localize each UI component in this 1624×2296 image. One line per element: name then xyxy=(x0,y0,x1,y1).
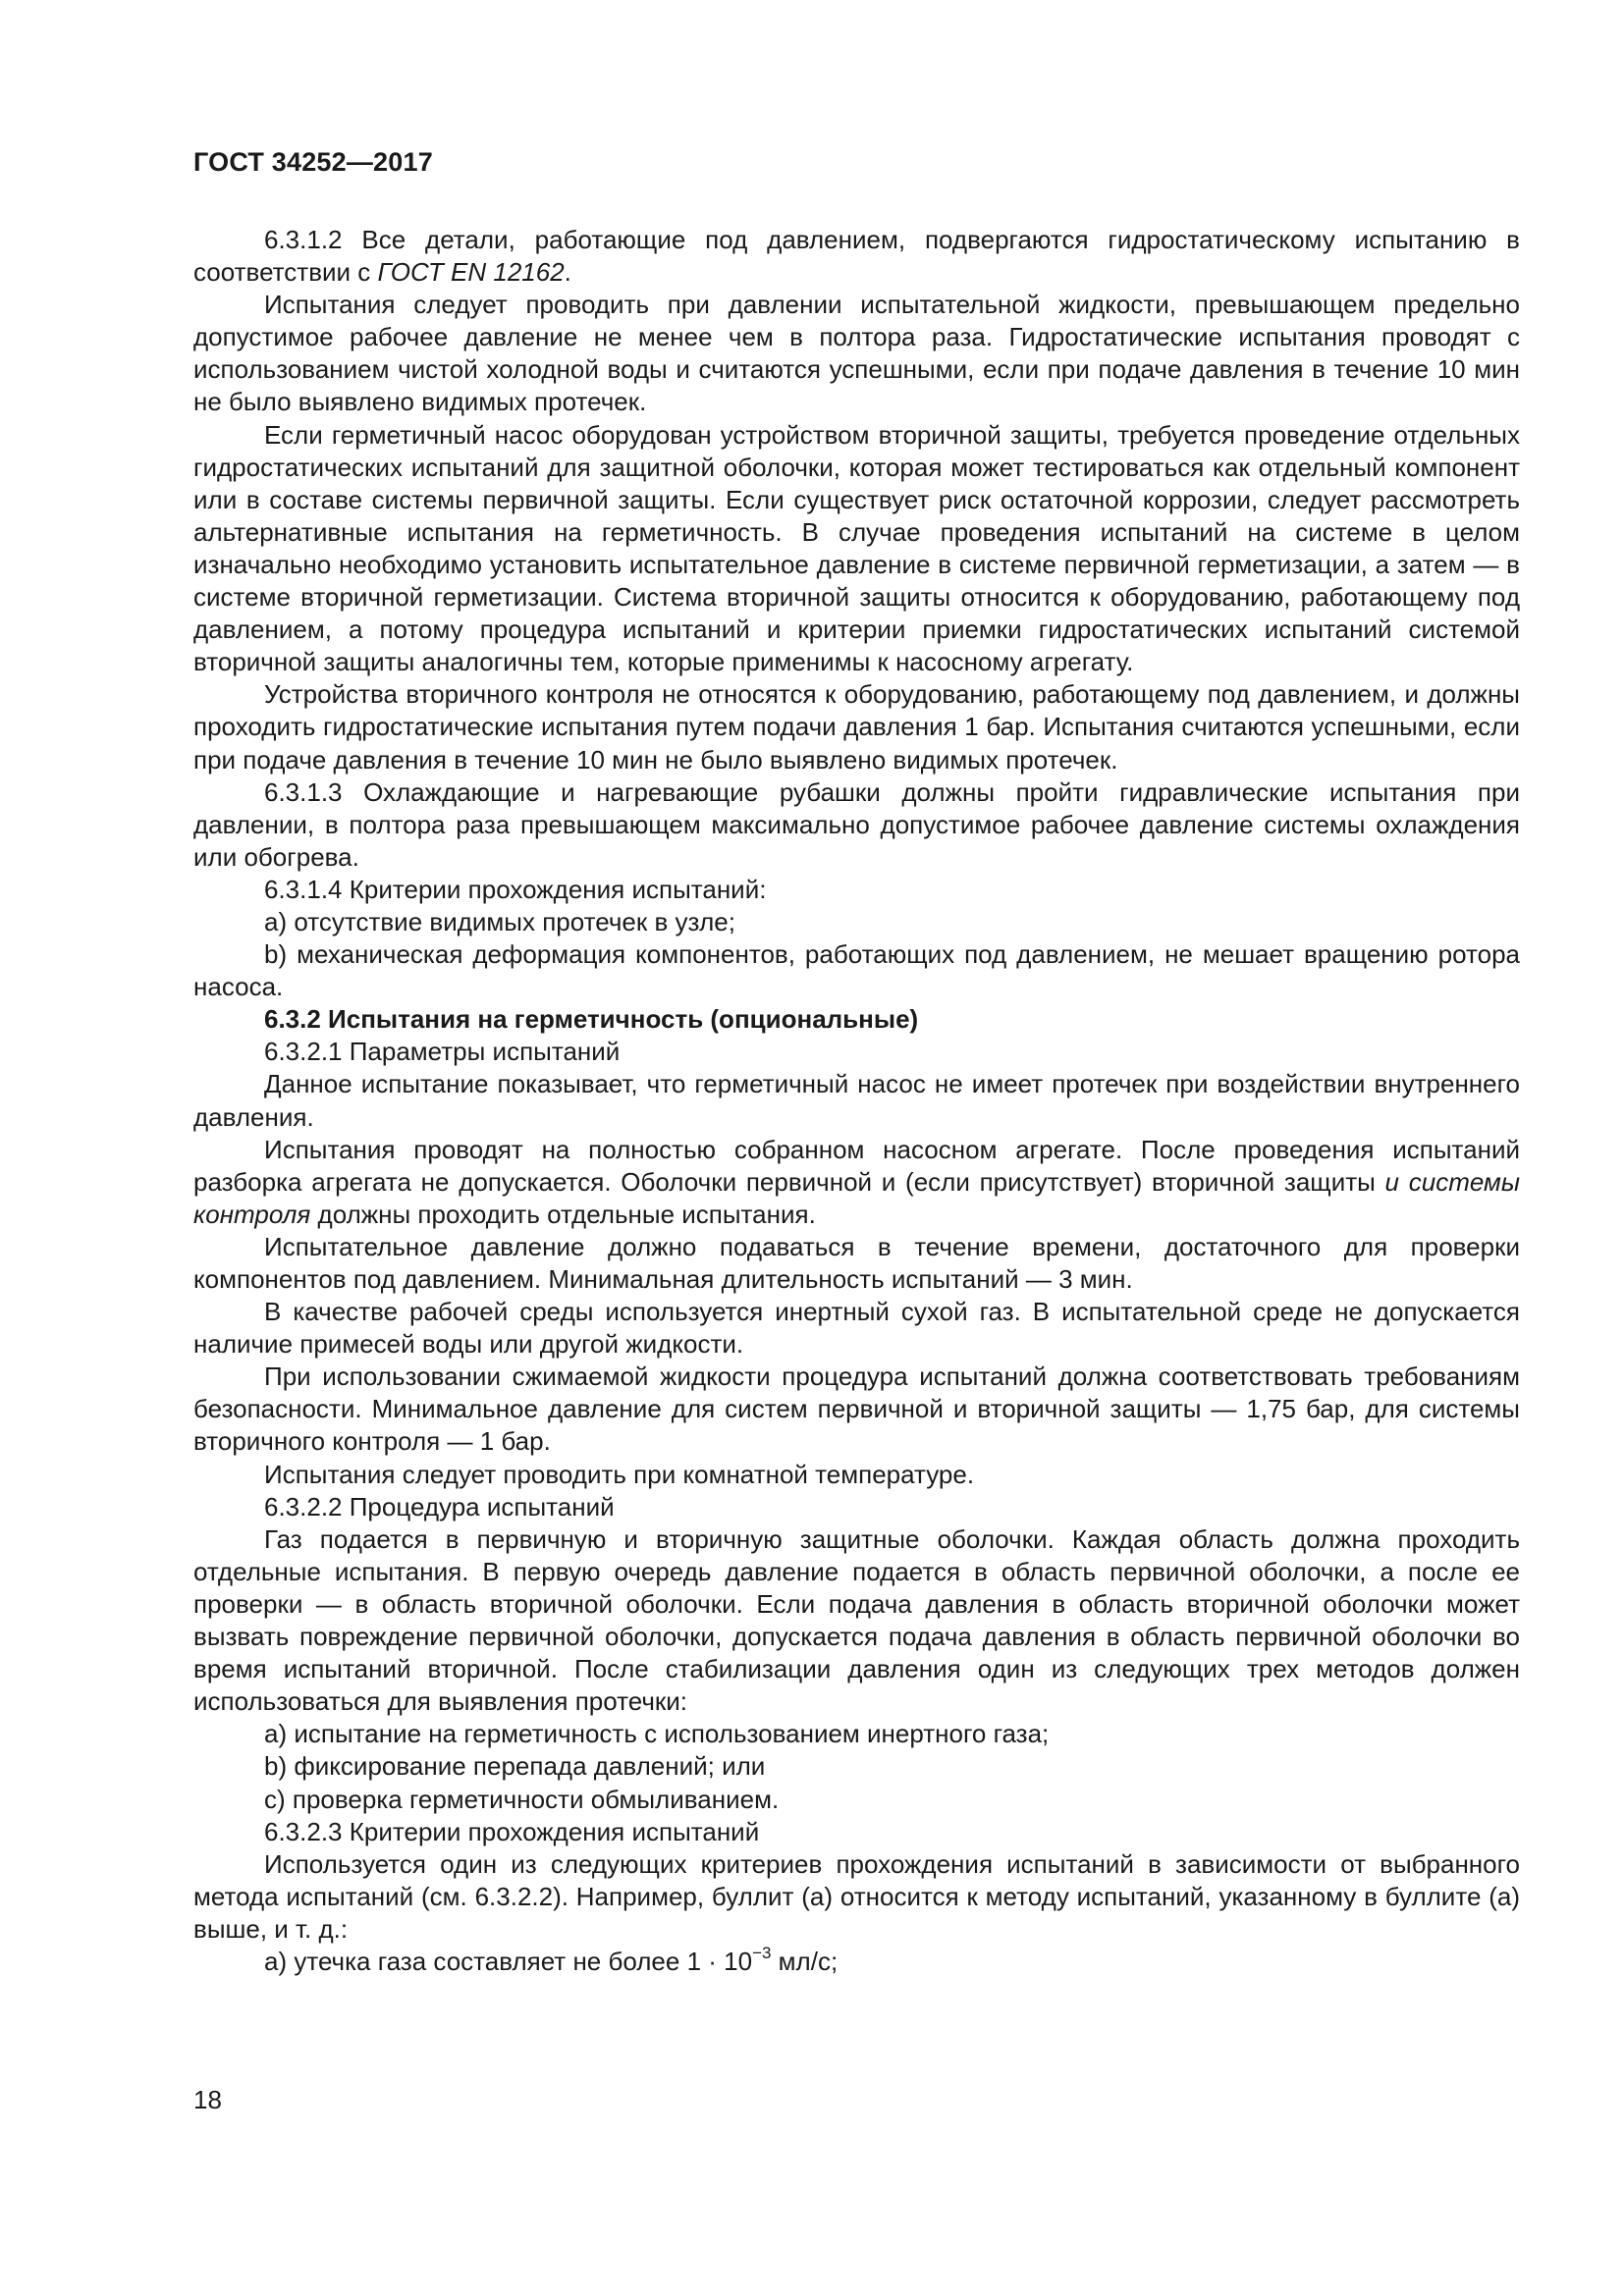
document-body xyxy=(193,224,1520,1978)
standard-reference: ГОСТ EN 12162 xyxy=(377,257,565,288)
paragraph-6-3-1-4: 6.3.1.4 Критерии прохождения испытаний: xyxy=(264,874,767,904)
page-number: 18 xyxy=(193,2085,222,2114)
paragraph: Испытания следует проводить при давлении испытательной жидкости, превышающем предельно допустимое рабочее давление не менее чем в полтора раза. Гидростатические испытания проводят с использованием чистой холодной воды и считаются успешными, если при подаче давления в течение 10 мин не было выявлено видимых протечек. xyxy=(193,290,1520,417)
list-item: a) испытание на герметичность с использованием инертного газа; xyxy=(264,1719,1050,1749)
list-item: b) фиксирование перепада давлений; или xyxy=(264,1751,766,1782)
text-run: мл/с; xyxy=(771,1946,839,1976)
paragraph: В качестве рабочей среды используется инертный сухой газ. В испытательной среде не допускается наличие примесей воды или другой жидкости. xyxy=(193,1297,1520,1360)
list-item: c) проверка герметичности обмыливанием. xyxy=(264,1784,780,1814)
text-run: . xyxy=(564,257,571,288)
text-run: 6.3.1.2 Все детали, работающие под давлением, подвергаются гидростатическому испытанию в соответствии с xyxy=(193,225,1520,288)
paragraph-6-3-1-2 xyxy=(193,224,1520,289)
subsection-heading-6-3-2-1: 6.3.2.1 Параметры испытаний xyxy=(264,1037,621,1067)
italic-text: и системы контроля xyxy=(193,1166,1520,1229)
paragraph: Устройства вторичного контроля не относятся к оборудованию, работающему под давлением, и должны проходить гидростатические испытания путем подачи давления 1 бар. Испытания считаются успешными, если при подаче давления в течение 10 мин не было выявлено видимых протечек. xyxy=(193,679,1520,774)
paragraph xyxy=(193,1134,1520,1231)
text-run: Испытания проводят на полностью собранном насосном агрегате. После проведения испытаний разборка агрегата не допускается. Оболочки первичной и (если присутствует) вторичной защиты xyxy=(193,1134,1520,1197)
paragraph: Газ подается в первичную и вторичную защитные оболочки. Каждая область должна проходить отдельные испытания. В первую очередь давление подается в область первичной оболочки, а после ее проверки — в область вторичной оболочки. Если подача давления в область вторичной оболочки может вызвать повреждение первичной оболочки, допускается подача давления в область первичной оболочки во время испытаний вторичной. После стабилизации давления один из следующих трех методов должен использоваться для выявления протечки: xyxy=(193,1523,1520,1717)
document-header: ГОСТ 34252—2017 xyxy=(193,147,433,177)
paragraph: Используется один из следующих критериев прохождения испытаний в зависимости от выбранного метода испытаний (см. 6.3.2.2). Например, буллит (а) относится к методу испытаний, указанному в буллите (а) выше, и т. д.: xyxy=(193,1848,1520,1944)
paragraph: Испытания следует проводить при комнатной температуре. xyxy=(264,1459,975,1489)
exponent: −3 xyxy=(752,1944,772,1963)
subsection-heading-6-3-2-3: 6.3.2.3 Критерии прохождения испытаний xyxy=(264,1816,760,1846)
text-run: а) утечка газа составляет не более 1 · 10 xyxy=(264,1946,753,1976)
paragraph: Данное испытание показывает, что герметичный насос не имеет протечек при воздействии внутреннего давления. xyxy=(193,1069,1520,1132)
paragraph: Испытательное давление должно подаваться в течение времени, достаточного для проверки компонентов под давлением. Минимальная длительность испытаний — 3 мин. xyxy=(193,1231,1520,1294)
paragraph: При использовании сжимаемой жидкости процедура испытаний должна соответствовать требованиям безопасности. Минимальное давление для систем первичной и вторичной защиты — 1,75 бар, для системы вторичного контроля — 1 бар. xyxy=(193,1362,1520,1457)
section-heading-6-3-2: 6.3.2 Испытания на герметичность (опциональные) xyxy=(264,1004,919,1035)
list-item: a) отсутствие видимых протечек в узле; xyxy=(264,906,735,936)
text-run: должны проходить отдельные испытания. xyxy=(310,1199,816,1229)
paragraph: Если герметичный насос оборудован устройством вторичной защиты, требуется проведение отдельных гидростатических испытаний для защитной оболочки, которая может тестироваться как отдельный компонент или в составе системы первичной защиты. Если существует риск остаточной коррозии, следует рассмотреть альтернативные испытания на герметичность. В случае проведения испытаний на системе в целом изначально необходимо установить испытательное давление в системе первичной герметизации, а затем — в системе вторичной герметизации. Система вторичной защиты относится к оборудованию, работающему под давлением, а потому процедура испытаний и критерии приемки гидростатических испытаний системой вторичной защиты аналогичны тем, которые применимы к насосному агрегату. xyxy=(193,419,1520,677)
list-item: b) механическая деформация компонентов, работающих под давлением, не мешает вращению ротора насоса. xyxy=(193,939,1520,1002)
list-item xyxy=(193,1946,1520,1978)
paragraph-6-3-1-3: 6.3.1.3 Охлаждающие и нагревающие рубашки должны пройти гидравлические испытания при давлении, в полтора раза превышающем максимально допустимое рабочее давление системы охлаждения или обогрева. xyxy=(193,776,1520,872)
subsection-heading-6-3-2-2: 6.3.2.2 Процедура испытаний xyxy=(264,1491,615,1522)
